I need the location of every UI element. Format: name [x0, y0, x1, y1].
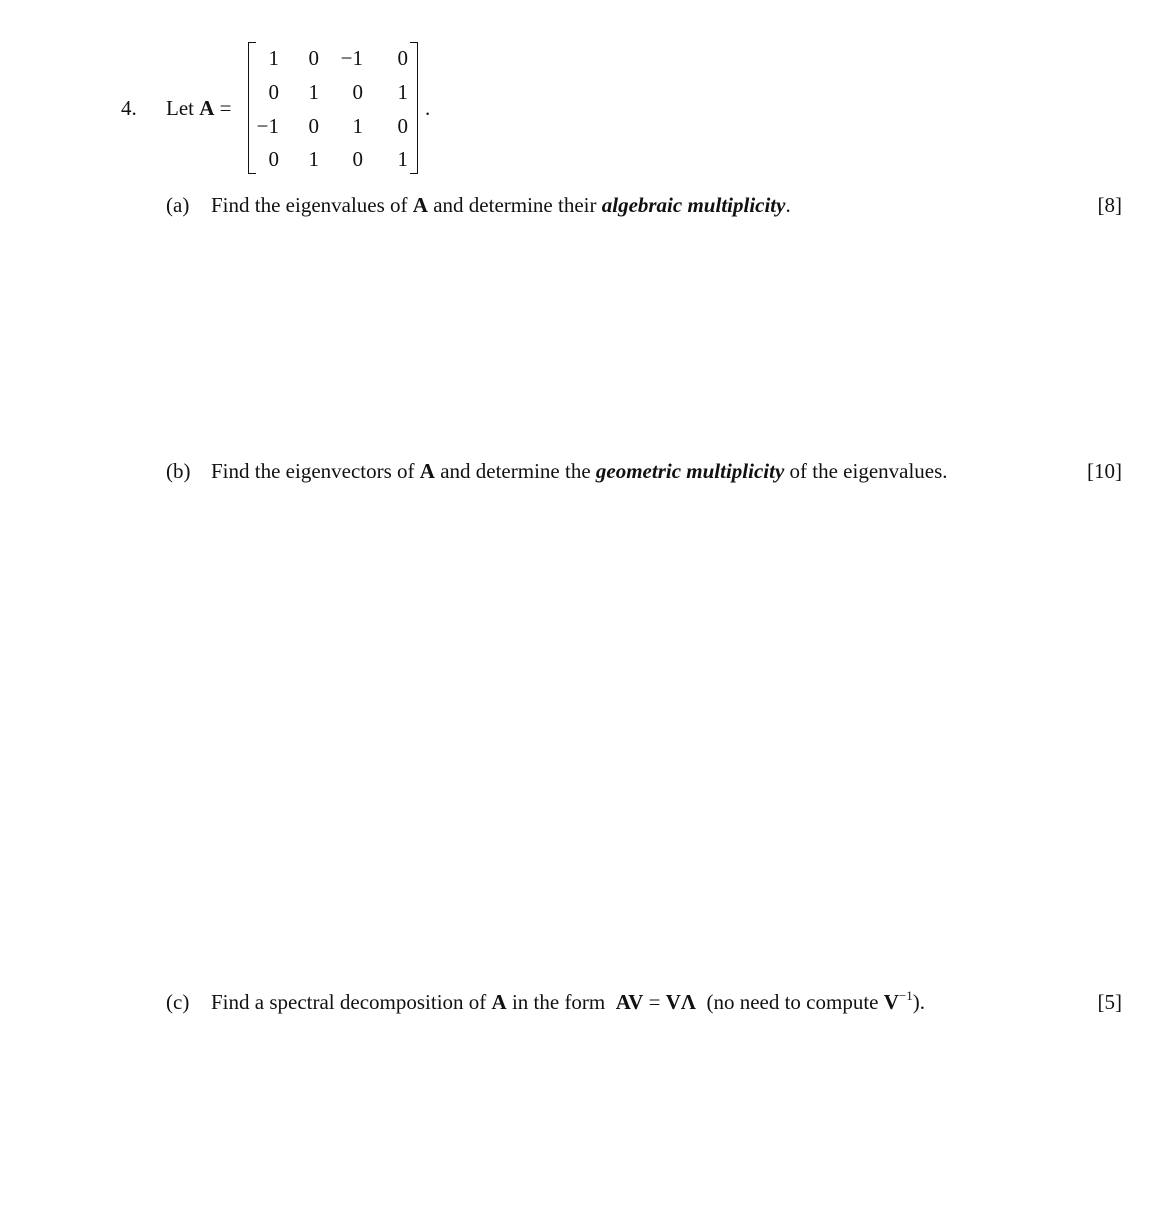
matrix-cell-r1-c2: 0	[308, 46, 319, 70]
matrix-period: .	[425, 96, 431, 120]
part-c-text-2: in the form	[511, 990, 606, 1014]
part-c-text-1: Find a spectral decomposition of	[211, 990, 487, 1014]
matrix-cell-r3-c2: 0	[308, 114, 319, 138]
part-c-text	[211, 990, 925, 1015]
matrix-cell-r2-c4: 1	[397, 80, 408, 104]
part-c-matrix-symbol: A	[491, 990, 507, 1014]
part-c-text-4: ).	[912, 990, 925, 1014]
equals-sign: =	[219, 96, 232, 120]
part-b-emphasis: geometric multiplicity	[595, 459, 785, 483]
matrix-cell-r2-c2: 1	[308, 80, 319, 104]
part-b-text	[211, 459, 948, 484]
matrix-cell-r3-c4: 0	[397, 114, 408, 138]
part-a-text-2: and determine their	[433, 193, 597, 217]
matrix-cell-r3-c3: 1	[352, 114, 363, 138]
part-b-text-3: of the eigenvalues.	[789, 459, 948, 483]
part-b-matrix-symbol: A	[419, 459, 435, 483]
part-a-marks: [8]	[1097, 193, 1122, 217]
matrix-cell-r2-c3: 0	[352, 80, 363, 104]
matrix-cell-r1-c3: −1	[340, 46, 363, 70]
matrix-cell-r4-c1: 0	[268, 147, 279, 171]
part-a-matrix-symbol: A	[412, 193, 428, 217]
matrix-cell-r1-c1: 1	[268, 46, 279, 70]
part-a-text-1: Find the eigenvalues of	[211, 193, 408, 217]
matrix-symbol: A	[199, 96, 215, 120]
part-c-marks: [5]	[1097, 990, 1122, 1014]
matrix-cell-r1-c4: 0	[397, 46, 408, 70]
matrix-cell-r4-c3: 0	[352, 147, 363, 171]
part-a-text-3: .	[785, 193, 791, 217]
part-c-eq-right: VΛ	[665, 990, 696, 1014]
part-c-inverse-exponent: −1	[898, 988, 913, 1003]
let-word: Let	[166, 96, 194, 120]
part-b-text-1: Find the eigenvectors of	[211, 459, 415, 483]
matrix-cell-r2-c1: 0	[268, 80, 279, 104]
part-b-label: (b)	[166, 459, 191, 483]
part-a-text	[211, 193, 791, 218]
matrix-definition-label	[166, 96, 232, 121]
matrix-cell-r4-c4: 1	[397, 147, 408, 171]
part-b-marks: [10]	[1087, 459, 1122, 483]
matrix-a	[247, 40, 419, 174]
part-c-text-3: (no need to compute	[706, 990, 879, 1014]
question-number: 4.	[121, 96, 137, 120]
part-c-inverse-base: V	[883, 990, 899, 1014]
part-b-text-2: and determine the	[440, 459, 591, 483]
part-a-emphasis: algebraic multiplicity	[601, 193, 786, 217]
part-c-eq-left: AV	[615, 990, 644, 1014]
matrix-cell-r3-c1: −1	[256, 114, 279, 138]
part-a-label: (a)	[166, 193, 190, 217]
part-c-eq-sign: =	[648, 990, 661, 1014]
part-c-label: (c)	[166, 990, 190, 1014]
matrix-cell-r4-c2: 1	[308, 147, 319, 171]
matrix-right-bracket	[410, 42, 418, 174]
